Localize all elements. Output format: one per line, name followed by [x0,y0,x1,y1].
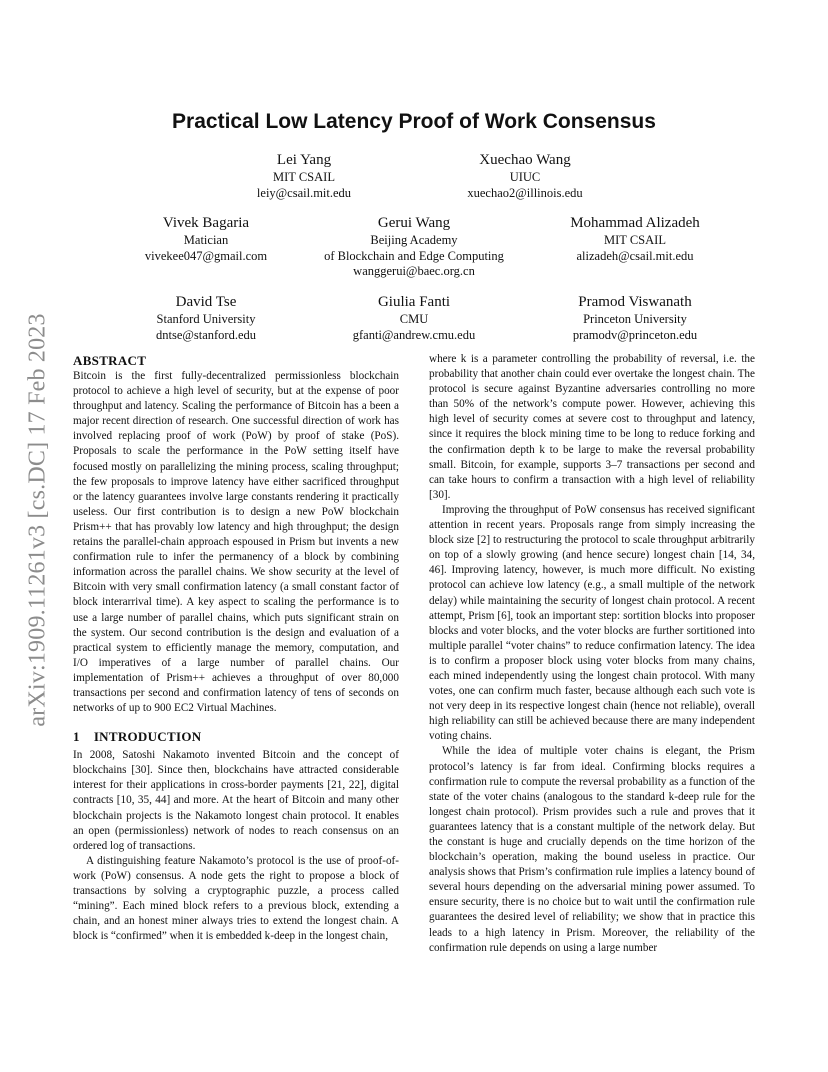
section-number: 1 [73,729,80,745]
author-block [430,151,620,201]
author-name: Vivek Bagaria [162,215,250,231]
author-affiliation: Stanford University [156,312,256,326]
arxiv-identifier-stamp [18,280,58,760]
author-block [110,214,302,264]
author-email: wanggerui@baec.org.cn [353,264,475,278]
author-affiliation: MIT CSAIL [604,233,666,247]
paper-title: Practical Low Latency Proof of Work Consensus [172,110,656,133]
left-column [73,352,399,944]
author-name: David Tse [175,294,237,310]
author-email: gfanti@andrew.cmu.edu [352,327,476,342]
author-email: leiy@csail.mit.edu [256,185,352,200]
section-heading [73,728,399,745]
paragraph: where k is a parameter controlling the probability of reversal, i.e. the probability that another chain could ever overtake the longest chain. The protocol is secure against Byzantine adversaries controlling no more than 50% of the network’s compute power. However, achieving this high level of security comes at severe cost to throughput and latency, since it requires the block mining time to be long to reduce forking and the confirmation depth k to be large to make the reversal probability small. Bitcoin, for example, supports 3–7 transactions per second and can take hours to confirm a transaction with a high level of reliability [30]. [429,353,755,501]
author-email: dntse@stanford.edu [155,327,257,342]
arxiv-id-text: arXiv:1909.11261v3 [cs.DC] 17 Feb 2023 [24,313,51,727]
author-email: vivekee047@gmail.com [144,248,268,263]
author-affiliation: Beijing Academy [370,233,458,247]
author-name: Giulia Fanti [377,294,451,310]
paragraph: While the idea of multiple voter chains is elegant, the Prism protocol’s latency is far from ideal. Confirming blocks requires a confirmation rule to compute the reversal probability as a function of the state of the voter chains (analogous to the standard k-deep rule for the longest chain protocol). Prism provides such a rule and proves that it guarantees latency that is a constant multiple of the network delay. But the constant is huge and crucially depends on the time horizon of the blockchain’s operation, making the bound useless in practice. Our analysis shows that Prism’s confirmation rule implies a latency bound of several hours depending on the adversarial mining power assumed. To ensure security, there is no choice but to wait until the confirmation rule guarantees the desired level of reliability; we show that in practice this leads to a high latency in Prism. Moreover, the reliability of the confirmation rule depends on using a large number [429,745,755,954]
author-block [110,293,302,343]
author-block [214,151,394,201]
abstract-text: Bitcoin is the first fully-decentralized permissionless blockchain protocol to achieve a high level of security, but at the expense of poor throughput and latency. Scaling the performance of Bitcoin has a been a major recent direction of research. One successful direction of work has involved replacing proof of work (PoW) by proof of stake (PoS). Proposals to scale the performance in the PoW setting itself have focused mostly on parallelizing the mining process, scaling throughput; the few proposals to improve latency have either sacrificed throughput or the latency guarantees involve large constants rendering it practically useless. Our first contribution is to design a new PoW blockchain Prism++ that has provably low latency and high throughput; the design retains the parallel-chain approach espoused in Prism but invents a new confirmation rule to infer the permanency of a block by combining information across the parallel chains. We show security at the level of Bitcoin with very small confirmation latency (a small constant factor of block interarrival time). A key aspect to scaling the performance is to use a large number of parallel chains, which puts significant strain on the system. Our second contribution is the design and evaluation of a practical system to efficiently manage the memory, computation, and I/O imperatives of a large number of parallel chains. Our implementation of Prism++ achieves a throughput of over 80,000 transactions per second and confirmation latency of tens of seconds on networks of up to 900 EC2 Virtual Machines. [73,370,399,715]
paragraph: Improving the throughput of PoW consensus has received significant attention in recent years. Proposals range from simply increasing the block size [2] to restructuring the protocol to scale throughput arbitrarily on top of a slowly growing (and hence secure) longest chain [14, 34, 46]. Improving latency, however, is much more difficult. No existing protocol can achieve low latency (e.g., a small multiple of the network delay) while maintaining the security of longest chain protocol. A recent attempt, Prism [6], took an important step: sortition blocks into proposer blocks and voter blocks, and the voter blocks are further sortitioned into multiple parallel “voter chains” to reduce confirmation latency. The idea is to confirm a proposer block using voter blocks from many chains, each mined independently using the longest chain protocol. With many votes, one can confirm much faster, because although each such vote is not very deep in its respective longest chain (hence not reliable), overall high reliability can still be achieved because there are many independent voting chains. [429,503,755,743]
author-affiliation-line2: of Blockchain and Edge Computing [324,248,504,263]
author-email: alizadeh@csail.mit.edu [576,248,694,263]
author-block [540,214,730,264]
author-name: Gerui Wang [377,215,451,231]
author-email: xuechao2@illinois.edu [467,185,583,200]
right-column [429,352,755,956]
author-affiliation: UIUC [509,170,541,184]
author-block [316,293,512,343]
abstract-heading: ABSTRACT [73,353,147,368]
author-email: pramodv@princeton.edu [572,327,698,342]
author-affiliation: CMU [399,312,429,326]
paragraph: A distinguishing feature Nakamoto’s protocol is the use of proof-of-work (PoW) consensus. A node gets the right to propose a block of transactions by solving a cryptographic puzzle, a process called “mining”. Each mined block refers to a previous block, extending a chain, and an honest miner always tries to extend the longest chain. A block is “confirmed” when it is embedded k-deep in the longest chain, [73,854,399,943]
author-name: Pramod Viswanath [578,294,692,310]
author-affiliation: Matician [183,233,229,247]
author-block [540,293,730,343]
author-affiliation: MIT CSAIL [273,170,335,184]
section-title: INTRODUCTION [93,729,202,745]
paragraph: In 2008, Satoshi Nakamoto invented Bitcoin and the concept of blockchains [30]. Since then, blockchains have attracted considerable interest for their applications in cross-border payments [21, 22], digital contracts [10, 35, 44] and more. At the heart of Bitcoin and many other blockchain projects is the Nakamoto longest chain protocol. It enables an open (permissionless) network of nodes to reach consensus on an ordered log of transactions. [73,749,399,852]
author-name: Lei Yang [276,152,332,168]
author-block [300,214,528,280]
author-affiliation: Princeton University [583,312,687,326]
author-name: Xuechao Wang [479,152,571,168]
author-name: Mohammad Alizadeh [570,215,700,231]
